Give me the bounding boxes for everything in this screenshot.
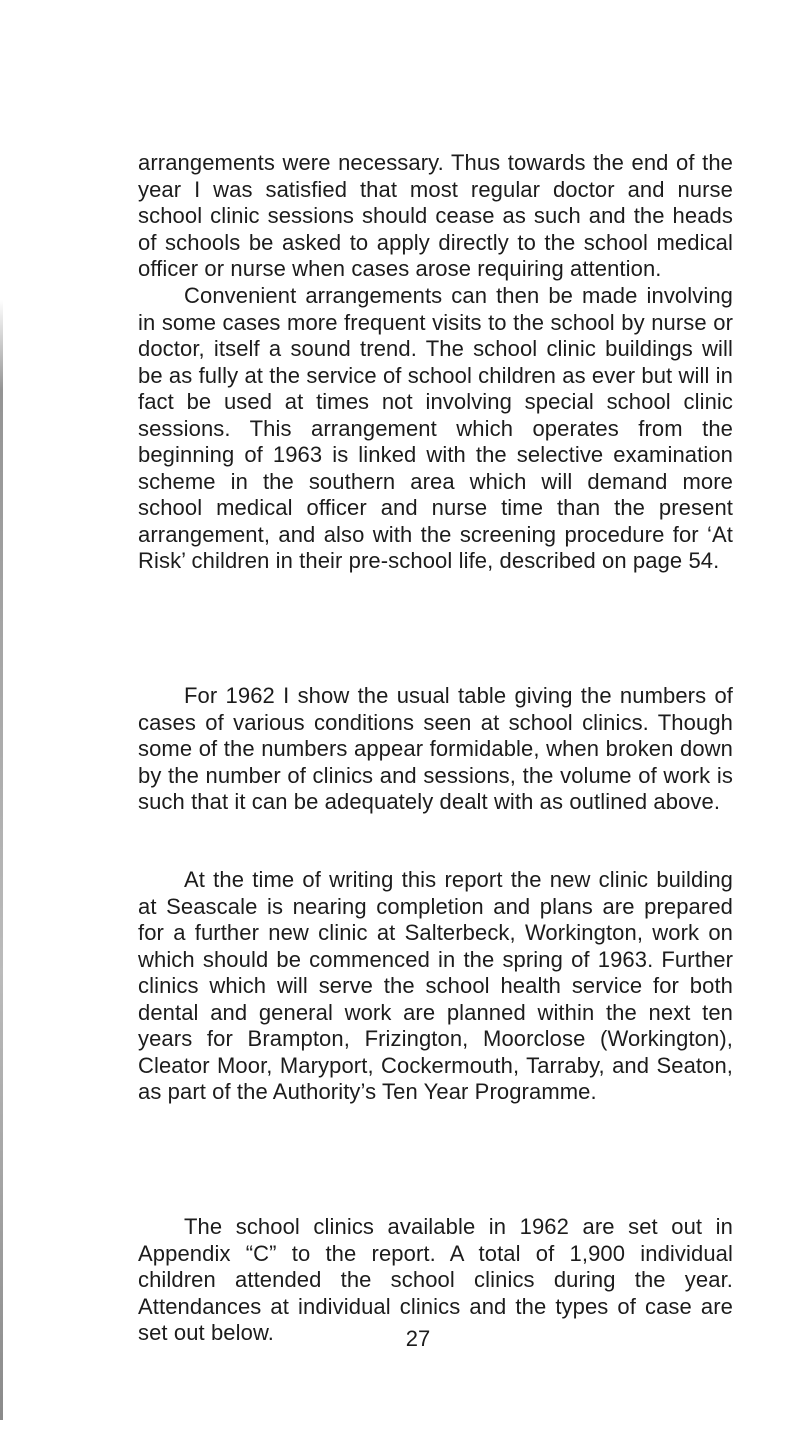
paragraph-clinic-sessions-cease: arrangements were necessary. Thus towards the end of the year I was satisfied that most regular doctor and nurse school clinic sessions should cease as such and the heads of schools be asked to apply directly to the school medical officer or nurse when cases arose requiring attention. xyxy=(138,150,733,281)
paragraph-convenient-arrangements: Convenient arrangements can then be made involving in some cases more frequent visits to the school by nurse or doctor, itself a sound trend. The school clinic buildings will be as fully at the service of school children as ever but will in fact be used at times not involving special school clinic sessions. This arrangement which operates from the beginning of 1963 is linked with the selective examination scheme in the southern area which will demand more school medical officer and nurse time than the present arrangement, and also with the screening procedure for ‘At Risk’ children in their pre-school life, described on page 54. xyxy=(138,283,733,573)
paragraph-clinics-available: The school clinics available in 1962 are set out in Appendix “C” to the report. A total of 1,900 individual children attended the school clinics during the year. Attendances at individual clinics and the types of case are set out below. xyxy=(138,1214,733,1345)
paragraph-new-clinic-buildings: At the time of writing this report the new clinic building at Seascale is nearing completion and plans are prepared for a further new clinic at Salterbeck, Workington, work on which should be commenced in the spring of 1963. Further clinics which will serve the school health service for both dental and general work are planned within the next ten years for Brampton, Frizington, Moorclose (Workington), Cleator Moor, Maryport, Cockermouth, Tarraby, and Seaton, as part of the Authority’s Ten Year Programme. xyxy=(138,867,733,1104)
paragraph-1962-table: For 1962 I show the usual table giving the numbers of cases of various conditions seen at school clinics. Though some of the numbers appear formidable, when broken down by the number of clinics and sessions, the volume of work is such that it can be adequately dealt with as outlined above. xyxy=(138,683,733,814)
page-number xyxy=(0,1326,800,1352)
binding-edge-shadow xyxy=(0,300,3,1420)
page-number-text: 27 xyxy=(405,1326,431,1351)
